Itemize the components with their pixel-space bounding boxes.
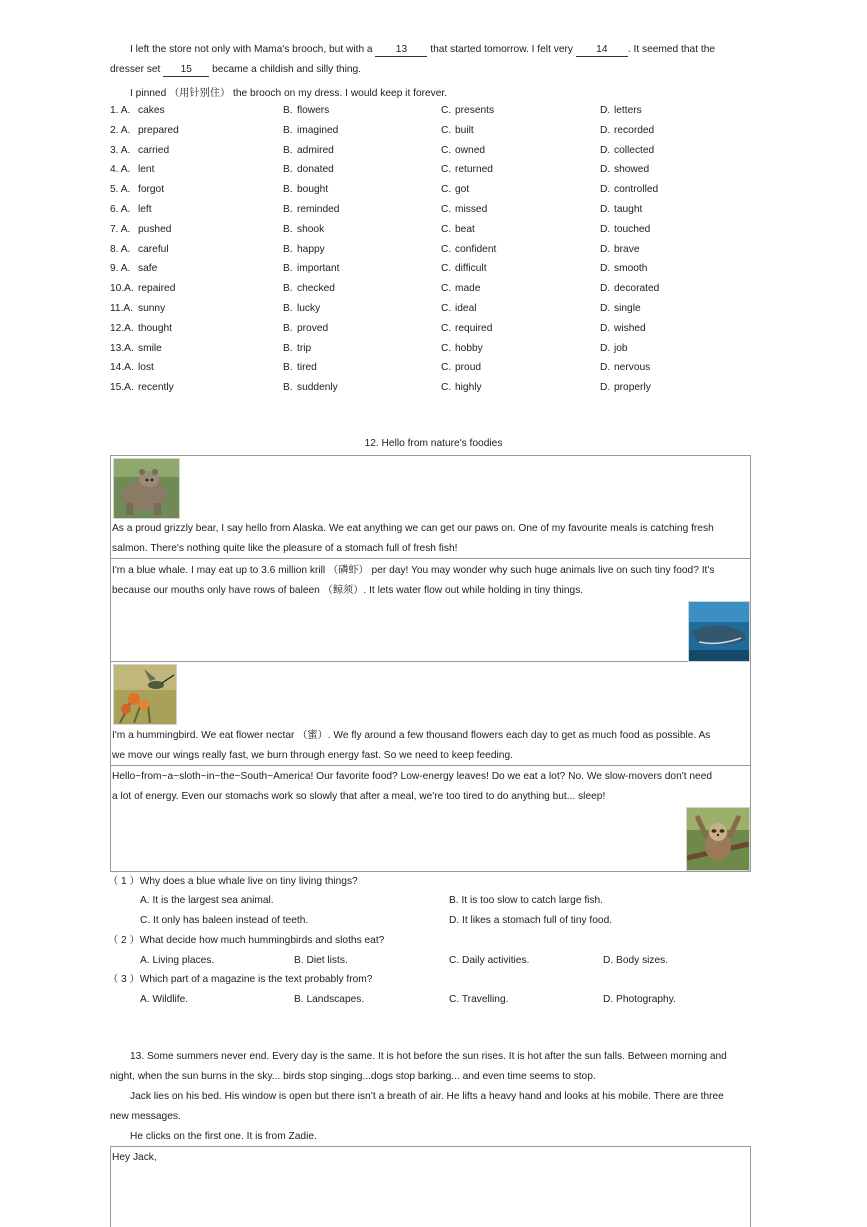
q2-option-a: A. Living places.	[140, 955, 215, 966]
question-number: 7. A.	[110, 223, 131, 235]
option-a: cakes	[138, 105, 165, 116]
option-letter: C.	[441, 164, 452, 176]
q3-option-b: B. Landscapes.	[294, 994, 365, 1005]
story-text: dresser set	[110, 64, 161, 75]
option-letter: C.	[441, 243, 452, 255]
question-number: 1. A.	[110, 105, 131, 116]
sloth-text-line: Hello~from~a~sloth~in~the~South~America! Our favorite food? Low-energy leaves! Do we eat a lot? No. We slow-movers don't need	[112, 771, 713, 782]
option-c: confident	[455, 243, 497, 255]
option-d: collected	[614, 144, 655, 156]
question-2: （ 2 ）What decide how much hummingbirds and sloths eat?	[108, 935, 385, 946]
letter-box	[110, 1146, 751, 1227]
option-letter: C.	[441, 342, 452, 354]
option-letter: B.	[283, 105, 293, 116]
question-3: （ 3 ）Which part of a magazine is the text probably from?	[108, 974, 373, 985]
section-13-para-3	[110, 1127, 758, 1147]
option-c: hobby	[455, 342, 483, 354]
option-letter: C.	[441, 283, 452, 295]
q3-option-a: A. Wildlife.	[140, 994, 189, 1005]
question-number: 12.A.	[110, 322, 134, 334]
option-letter: C.	[441, 124, 452, 136]
option-b: important	[297, 263, 340, 275]
para-line: 13. Some summers never end. Every day is the same. It is hot before the sun rises. It is hot after the sun falls. Between morning and	[130, 1051, 727, 1062]
option-d: touched	[614, 223, 651, 235]
bear-cell	[111, 456, 750, 559]
option-letter: C.	[441, 382, 452, 394]
question-number: 5. A.	[110, 184, 131, 196]
option-d: decorated	[614, 283, 660, 295]
option-b: admired	[297, 144, 334, 156]
q1-option-b: B. It is too slow to catch large fish.	[449, 895, 604, 906]
option-d: smooth	[614, 263, 648, 275]
hummingbird-text-line: I'm a hummingbird. We eat flower nectar （蜜）. We fly around a few thousand flowers each day to get as much food as possible. As	[112, 730, 711, 741]
q3-option-c: C. Travelling.	[449, 994, 509, 1005]
option-d: job	[614, 342, 628, 354]
section-13-para-1	[110, 1047, 758, 1087]
whale-photo	[688, 601, 750, 662]
question-1: （ 1 ）Why does a blue whale live on tiny living things?	[108, 876, 358, 887]
option-a: pushed	[138, 223, 172, 235]
question-number: 10.A.	[110, 283, 134, 295]
q2-option-b: B. Diet lists.	[294, 955, 348, 966]
option-c: difficult	[455, 263, 487, 275]
option-b: donated	[297, 164, 334, 176]
option-letter: B.	[283, 362, 293, 374]
option-letter: C.	[441, 144, 452, 156]
story-text: that started tomorrow. I felt very	[430, 44, 573, 55]
option-b: lucky	[297, 303, 321, 314]
option-c: required	[455, 322, 493, 334]
bear-photo	[113, 458, 180, 519]
option-letter: D.	[600, 322, 611, 334]
option-a: smile	[138, 342, 162, 354]
option-letter: D.	[600, 164, 611, 176]
story-text: . It seemed that the	[627, 44, 716, 55]
option-letter: C.	[441, 184, 452, 196]
option-b: shook	[297, 223, 325, 235]
option-d: showed	[614, 164, 650, 176]
option-letter: C.	[441, 322, 452, 334]
option-b: happy	[297, 243, 325, 255]
option-b: proved	[297, 322, 329, 334]
option-a: recently	[138, 382, 174, 394]
option-a: carried	[138, 144, 170, 156]
option-letter: D.	[600, 263, 611, 275]
whale-text	[112, 561, 748, 601]
question-number: 3. A.	[110, 144, 131, 156]
hummingbird-text	[112, 726, 748, 766]
option-a: sunny	[138, 303, 166, 314]
option-a: careful	[138, 243, 169, 255]
option-b: flowers	[297, 105, 330, 116]
story-text: became a childish and silly thing.	[212, 64, 362, 75]
option-b: trip	[297, 342, 312, 354]
option-letter: C.	[441, 204, 452, 215]
option-d: nervous	[614, 362, 651, 374]
option-letter: B.	[283, 303, 293, 314]
question-number: 4. A.	[110, 164, 131, 176]
option-b: reminded	[297, 204, 340, 215]
blank-13: 13	[375, 44, 427, 57]
option-a: forgot	[138, 184, 165, 196]
option-c: highly	[455, 382, 482, 394]
option-letter: C.	[441, 105, 452, 116]
whale-cell	[111, 559, 750, 662]
option-a: safe	[138, 263, 158, 275]
question-number: 14.A.	[110, 362, 134, 374]
question-number: 6. A.	[110, 204, 131, 215]
story-line-3: I pinned （用针别住） the brooch on my dress. I would keep it forever.	[130, 88, 448, 99]
option-c: made	[455, 283, 481, 295]
option-letter: B.	[283, 184, 293, 196]
option-c: missed	[455, 204, 488, 215]
option-letter: D.	[600, 342, 611, 354]
option-letter: B.	[283, 243, 293, 255]
q3-option-d: D. Photography.	[603, 994, 676, 1005]
option-d: single	[614, 303, 641, 314]
bear-text	[112, 519, 748, 559]
option-letter: D.	[600, 105, 611, 116]
option-letter: B.	[283, 382, 293, 394]
option-letter: D.	[600, 124, 611, 136]
option-d: properly	[614, 382, 651, 394]
option-a: thought	[138, 322, 172, 334]
option-a: lent	[138, 164, 155, 176]
option-letter: B.	[283, 164, 293, 176]
para-line: Jack lies on his bed. His window is open but there isn’t a breath of air. He lifts a heavy hand and looks at his mobile. There are three	[130, 1091, 724, 1102]
q2-option-c: C. Daily activities.	[449, 955, 530, 966]
blank-15: 15	[163, 64, 209, 77]
option-a: left	[138, 204, 152, 215]
hummingbird-photo	[113, 664, 177, 725]
q1-option-c: C. It only has baleen instead of teeth.	[140, 915, 309, 926]
option-b: imagined	[297, 124, 339, 136]
option-letter: D.	[600, 283, 611, 295]
option-d: brave	[614, 243, 640, 255]
option-c: got	[455, 184, 470, 196]
bear-text-line: salmon. There's nothing quite like the pleasure of a stomach full of fresh fish!	[112, 543, 458, 554]
option-c: owned	[455, 144, 486, 156]
story-line-2	[110, 64, 361, 77]
hummingbird-text-line: we move our wings really fast, we burn through energy fast. So we need to keep feeding.	[112, 750, 513, 761]
option-d: wished	[614, 322, 646, 334]
option-letter: D.	[600, 223, 611, 235]
option-letter: C.	[441, 362, 452, 374]
q2-option-d: D. Body sizes.	[603, 955, 669, 966]
story-line-1	[130, 44, 715, 57]
option-c: beat	[455, 223, 475, 235]
option-letter: D.	[600, 144, 611, 156]
option-a: lost	[138, 362, 154, 374]
q1-option-d: D. It likes a stomach full of tiny food.	[449, 915, 613, 926]
blank-14: 14	[576, 44, 628, 57]
option-d: controlled	[614, 184, 659, 196]
option-letter: B.	[283, 342, 293, 354]
option-letter: C.	[441, 223, 452, 235]
section-12-title: 12. Hello from nature's foodies	[364, 438, 503, 449]
option-letter: B.	[283, 283, 293, 295]
option-letter: B.	[283, 124, 293, 136]
question-number: 15.A.	[110, 382, 134, 394]
option-letter: D.	[600, 204, 611, 215]
letter-greeting: Hey Jack,	[112, 1152, 157, 1163]
option-letter: D.	[600, 362, 611, 374]
option-letter: D.	[600, 243, 611, 255]
bear-text-line: As a proud grizzly bear, I say hello from Alaska. We eat anything we can get our paws on. One of my favourite meals is catching fresh	[112, 523, 714, 534]
question-number: 8. A.	[110, 243, 131, 255]
q1-option-a: A. It is the largest sea animal.	[140, 895, 274, 906]
sloth-text-line: a lot of energy. Even our stomachs work so slowly that after a meal, we're too tired to do anything but... sleep!	[112, 791, 606, 802]
sloth-cell	[111, 766, 750, 871]
question-number: 9. A.	[110, 263, 131, 275]
sloth-photo	[686, 807, 750, 871]
para-line: new messages.	[110, 1111, 181, 1122]
option-b: bought	[297, 184, 329, 196]
para-line: night, when the sun burns in the sky... birds stop singing...dogs stop barking... and even time seems to stop.	[110, 1071, 596, 1082]
option-c: built	[455, 124, 474, 136]
question-number: 2. A.	[110, 124, 131, 136]
option-c: ideal	[455, 303, 477, 314]
option-c: proud	[455, 362, 482, 374]
hummingbird-cell	[111, 662, 750, 766]
question-number: 11.A.	[110, 303, 134, 314]
option-letter: B.	[283, 263, 293, 275]
option-d: taught	[614, 204, 643, 215]
option-c: presents	[455, 105, 495, 116]
option-b: tired	[297, 362, 317, 374]
option-letter: D.	[600, 382, 611, 394]
option-a: prepared	[138, 124, 179, 136]
whale-text-line: because our mouths only have rows of baleen （鲸须）. It lets water flow out while holding in tiny things.	[112, 585, 584, 596]
option-letter: D.	[600, 184, 611, 196]
option-letter: C.	[441, 263, 452, 275]
option-c: returned	[455, 164, 493, 176]
question-number: 13.A.	[110, 342, 134, 354]
animal-table	[110, 455, 751, 872]
option-d: recorded	[614, 124, 655, 136]
option-a: repaired	[138, 283, 176, 295]
option-d: letters	[614, 105, 642, 116]
option-letter: B.	[283, 204, 293, 215]
option-letter: B.	[283, 223, 293, 235]
option-letter: C.	[441, 303, 452, 314]
story-text: I left the store not only with Mama's brooch, but with a	[130, 44, 373, 55]
whale-text-line: I'm a blue whale. I may eat up to 3.6 million krill （磷虾） per day! You may wonder why such huge animals live on such tiny food? It's	[112, 565, 715, 576]
option-letter: D.	[600, 303, 611, 314]
option-b: suddenly	[297, 382, 338, 394]
option-letter: B.	[283, 144, 293, 156]
sloth-text	[112, 767, 748, 807]
para-line: He clicks on the first one. It is from Zadie.	[130, 1131, 317, 1142]
section-13-para-2	[110, 1087, 758, 1127]
option-b: checked	[297, 283, 335, 295]
option-letter: B.	[283, 322, 293, 334]
